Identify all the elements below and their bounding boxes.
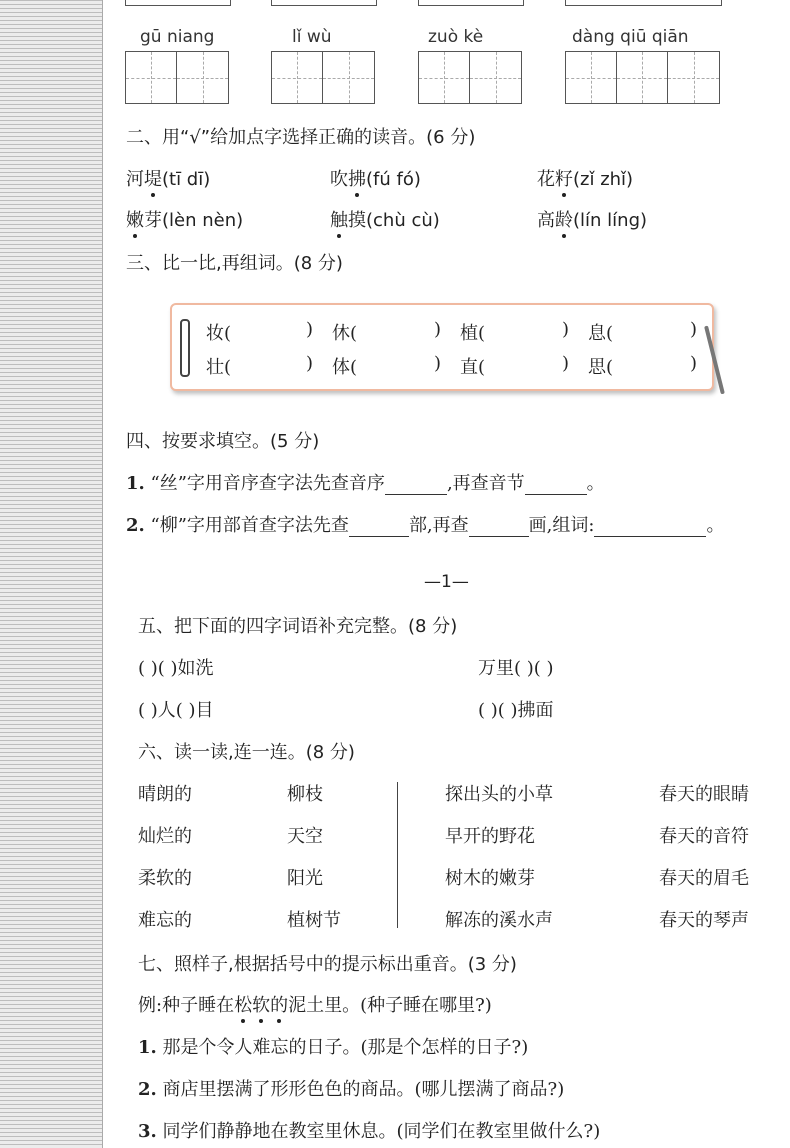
match-item[interactable]: 柳枝: [287, 784, 323, 805]
partial-writing-grid: [418, 0, 524, 6]
reading-choice-item[interactable]: [330, 206, 440, 232]
compare-blank[interactable]: ): [562, 353, 570, 374]
compare-word: 壮(: [206, 357, 232, 378]
answer-blank[interactable]: [385, 474, 447, 495]
pinyin-label: gū niang: [140, 27, 215, 47]
item-pinyin: (tī dī): [162, 169, 211, 190]
column-divider: [397, 782, 398, 928]
compare-word: 植(: [460, 323, 486, 344]
stress-example: [138, 991, 492, 1017]
reading-choice-item[interactable]: [330, 165, 421, 191]
reading-choice-item[interactable]: [537, 165, 633, 191]
compare-word: 妆(: [206, 323, 232, 344]
compare-word: 息(: [588, 323, 614, 344]
question-text: ,再查音节: [446, 473, 525, 494]
section-4-heading: 四、按要求填空。(5 分): [126, 431, 320, 452]
question-number: 2.: [138, 1079, 157, 1100]
idiom-blank[interactable]: ( )( )如洗: [138, 658, 214, 679]
stress-question-3[interactable]: [138, 1117, 600, 1143]
item-text: 高: [537, 210, 555, 231]
answer-blank[interactable]: [594, 516, 706, 537]
compare-blank[interactable]: ): [306, 319, 314, 340]
stress-question-2[interactable]: [138, 1075, 564, 1101]
dotted-char: 的: [270, 991, 288, 1017]
partial-writing-grid: [271, 0, 377, 6]
pinyin-label: lǐ wù: [292, 27, 332, 47]
pinyin-label: zuò kè: [428, 27, 484, 47]
question-number: 2.: [126, 515, 145, 536]
writing-grid[interactable]: [271, 51, 375, 104]
binding-stripe: [0, 0, 103, 1148]
question-text: 那是个令人难忘的日子。(那是个怎样的日子?): [162, 1037, 529, 1058]
match-item[interactable]: 早开的野花: [445, 826, 535, 847]
reading-choice-item[interactable]: [126, 206, 243, 232]
dotted-char: 触: [330, 206, 348, 232]
question-number: 1.: [138, 1037, 157, 1058]
item-pinyin: 芽(lèn nèn): [144, 210, 244, 231]
section-3-heading: 三、比一比,再组词。(8 分): [126, 253, 343, 274]
compare-blank[interactable]: ): [690, 353, 698, 374]
question-text: 部,再查: [408, 515, 469, 536]
match-item[interactable]: 天空: [287, 826, 323, 847]
question-number: 1.: [126, 473, 145, 494]
writing-grid[interactable]: [418, 51, 522, 104]
section-5-heading: 五、把下面的四字词语补充完整。(8 分): [138, 616, 458, 637]
item-pinyin: (fú fó): [366, 169, 421, 190]
answer-blank[interactable]: [469, 516, 529, 537]
dotted-char: 籽: [555, 165, 573, 191]
question-text: 画,组词:: [528, 515, 595, 536]
idiom-blank[interactable]: 万里( )( ): [478, 658, 554, 679]
question-text: 同学们静静地在教室里休息。(同学们在教室里做什么?): [162, 1121, 601, 1142]
section-2-heading: 二、用“√”给加点字选择正确的读音。(6 分): [126, 127, 476, 148]
idiom-blank[interactable]: ( )( )拂面: [478, 700, 554, 721]
question-text: “柳”字用部首查字法先查: [150, 515, 349, 536]
match-item[interactable]: 难忘的: [138, 910, 192, 931]
idiom-blank[interactable]: ( )人( )目: [138, 700, 214, 721]
writing-grid[interactable]: [565, 51, 720, 104]
compare-word: 休(: [332, 323, 358, 344]
compare-word: 体(: [332, 357, 358, 378]
match-item[interactable]: 阳光: [287, 868, 323, 889]
match-item[interactable]: 春天的眼睛: [659, 784, 749, 805]
match-item[interactable]: 春天的琴声: [659, 910, 749, 931]
compare-word: 直(: [460, 357, 486, 378]
writing-grid[interactable]: [125, 51, 229, 104]
match-item[interactable]: 解冻的溪水声: [445, 910, 553, 931]
dotted-char: 龄: [555, 206, 573, 232]
fill-question-2: [126, 511, 724, 537]
example-text: 例:种子睡在: [138, 995, 235, 1016]
compare-blank[interactable]: ): [690, 319, 698, 340]
match-item[interactable]: 柔软的: [138, 868, 192, 889]
match-item[interactable]: 春天的音符: [659, 826, 749, 847]
compare-blank[interactable]: ): [434, 353, 442, 374]
pinyin-label: dàng qiū qiān: [572, 27, 689, 47]
dotted-char: 拂: [348, 165, 366, 191]
page-number: —1—: [424, 572, 469, 592]
stress-question-1[interactable]: [138, 1033, 528, 1059]
question-text: 商店里摆满了形形色色的商品。(哪儿摆满了商品?): [162, 1079, 565, 1100]
dotted-char: 嫩: [126, 206, 144, 232]
section-7-heading: 七、照样子,根据括号中的提示标出重音。(3 分): [138, 954, 517, 975]
match-item[interactable]: 树木的嫩芽: [445, 868, 535, 889]
dotted-char: 软: [252, 991, 270, 1017]
clip-icon: [180, 319, 190, 377]
dotted-char: 堤: [144, 165, 162, 191]
question-text: 。: [706, 515, 725, 536]
section-6-heading: 六、读一读,连一连。(8 分): [138, 742, 355, 763]
match-item[interactable]: 晴朗的: [138, 784, 192, 805]
question-number: 3.: [138, 1121, 157, 1142]
item-text: 花: [537, 169, 555, 190]
item-pinyin: 摸(chù cù): [348, 210, 440, 231]
compare-blank[interactable]: ): [562, 319, 570, 340]
fill-question-1: [126, 469, 605, 495]
compare-card: [170, 303, 714, 391]
compare-blank[interactable]: ): [306, 353, 314, 374]
partial-writing-grid: [125, 0, 231, 6]
answer-blank[interactable]: [349, 516, 409, 537]
answer-blank[interactable]: [525, 474, 587, 495]
reading-choice-item[interactable]: [126, 165, 210, 191]
item-pinyin: (lín líng): [573, 210, 648, 231]
item-text: 吹: [330, 169, 348, 190]
item-pinyin: (zǐ zhǐ): [573, 169, 634, 190]
compare-blank[interactable]: ): [434, 319, 442, 340]
match-item[interactable]: 探出头的小草: [445, 784, 553, 805]
question-text: “丝”字用音序查字法先查音序: [150, 473, 385, 494]
match-item[interactable]: 植树节: [287, 910, 341, 931]
reading-choice-item[interactable]: [537, 206, 647, 232]
match-item[interactable]: 春天的眉毛: [659, 868, 749, 889]
example-text: 泥土里。(种子睡在哪里?): [288, 995, 492, 1016]
item-text: 河: [126, 169, 144, 190]
compare-word: 思(: [588, 357, 614, 378]
match-item[interactable]: 灿烂的: [138, 826, 192, 847]
dotted-char: 松: [234, 991, 252, 1017]
partial-writing-grid: [565, 0, 722, 6]
question-text: 。: [586, 473, 605, 494]
